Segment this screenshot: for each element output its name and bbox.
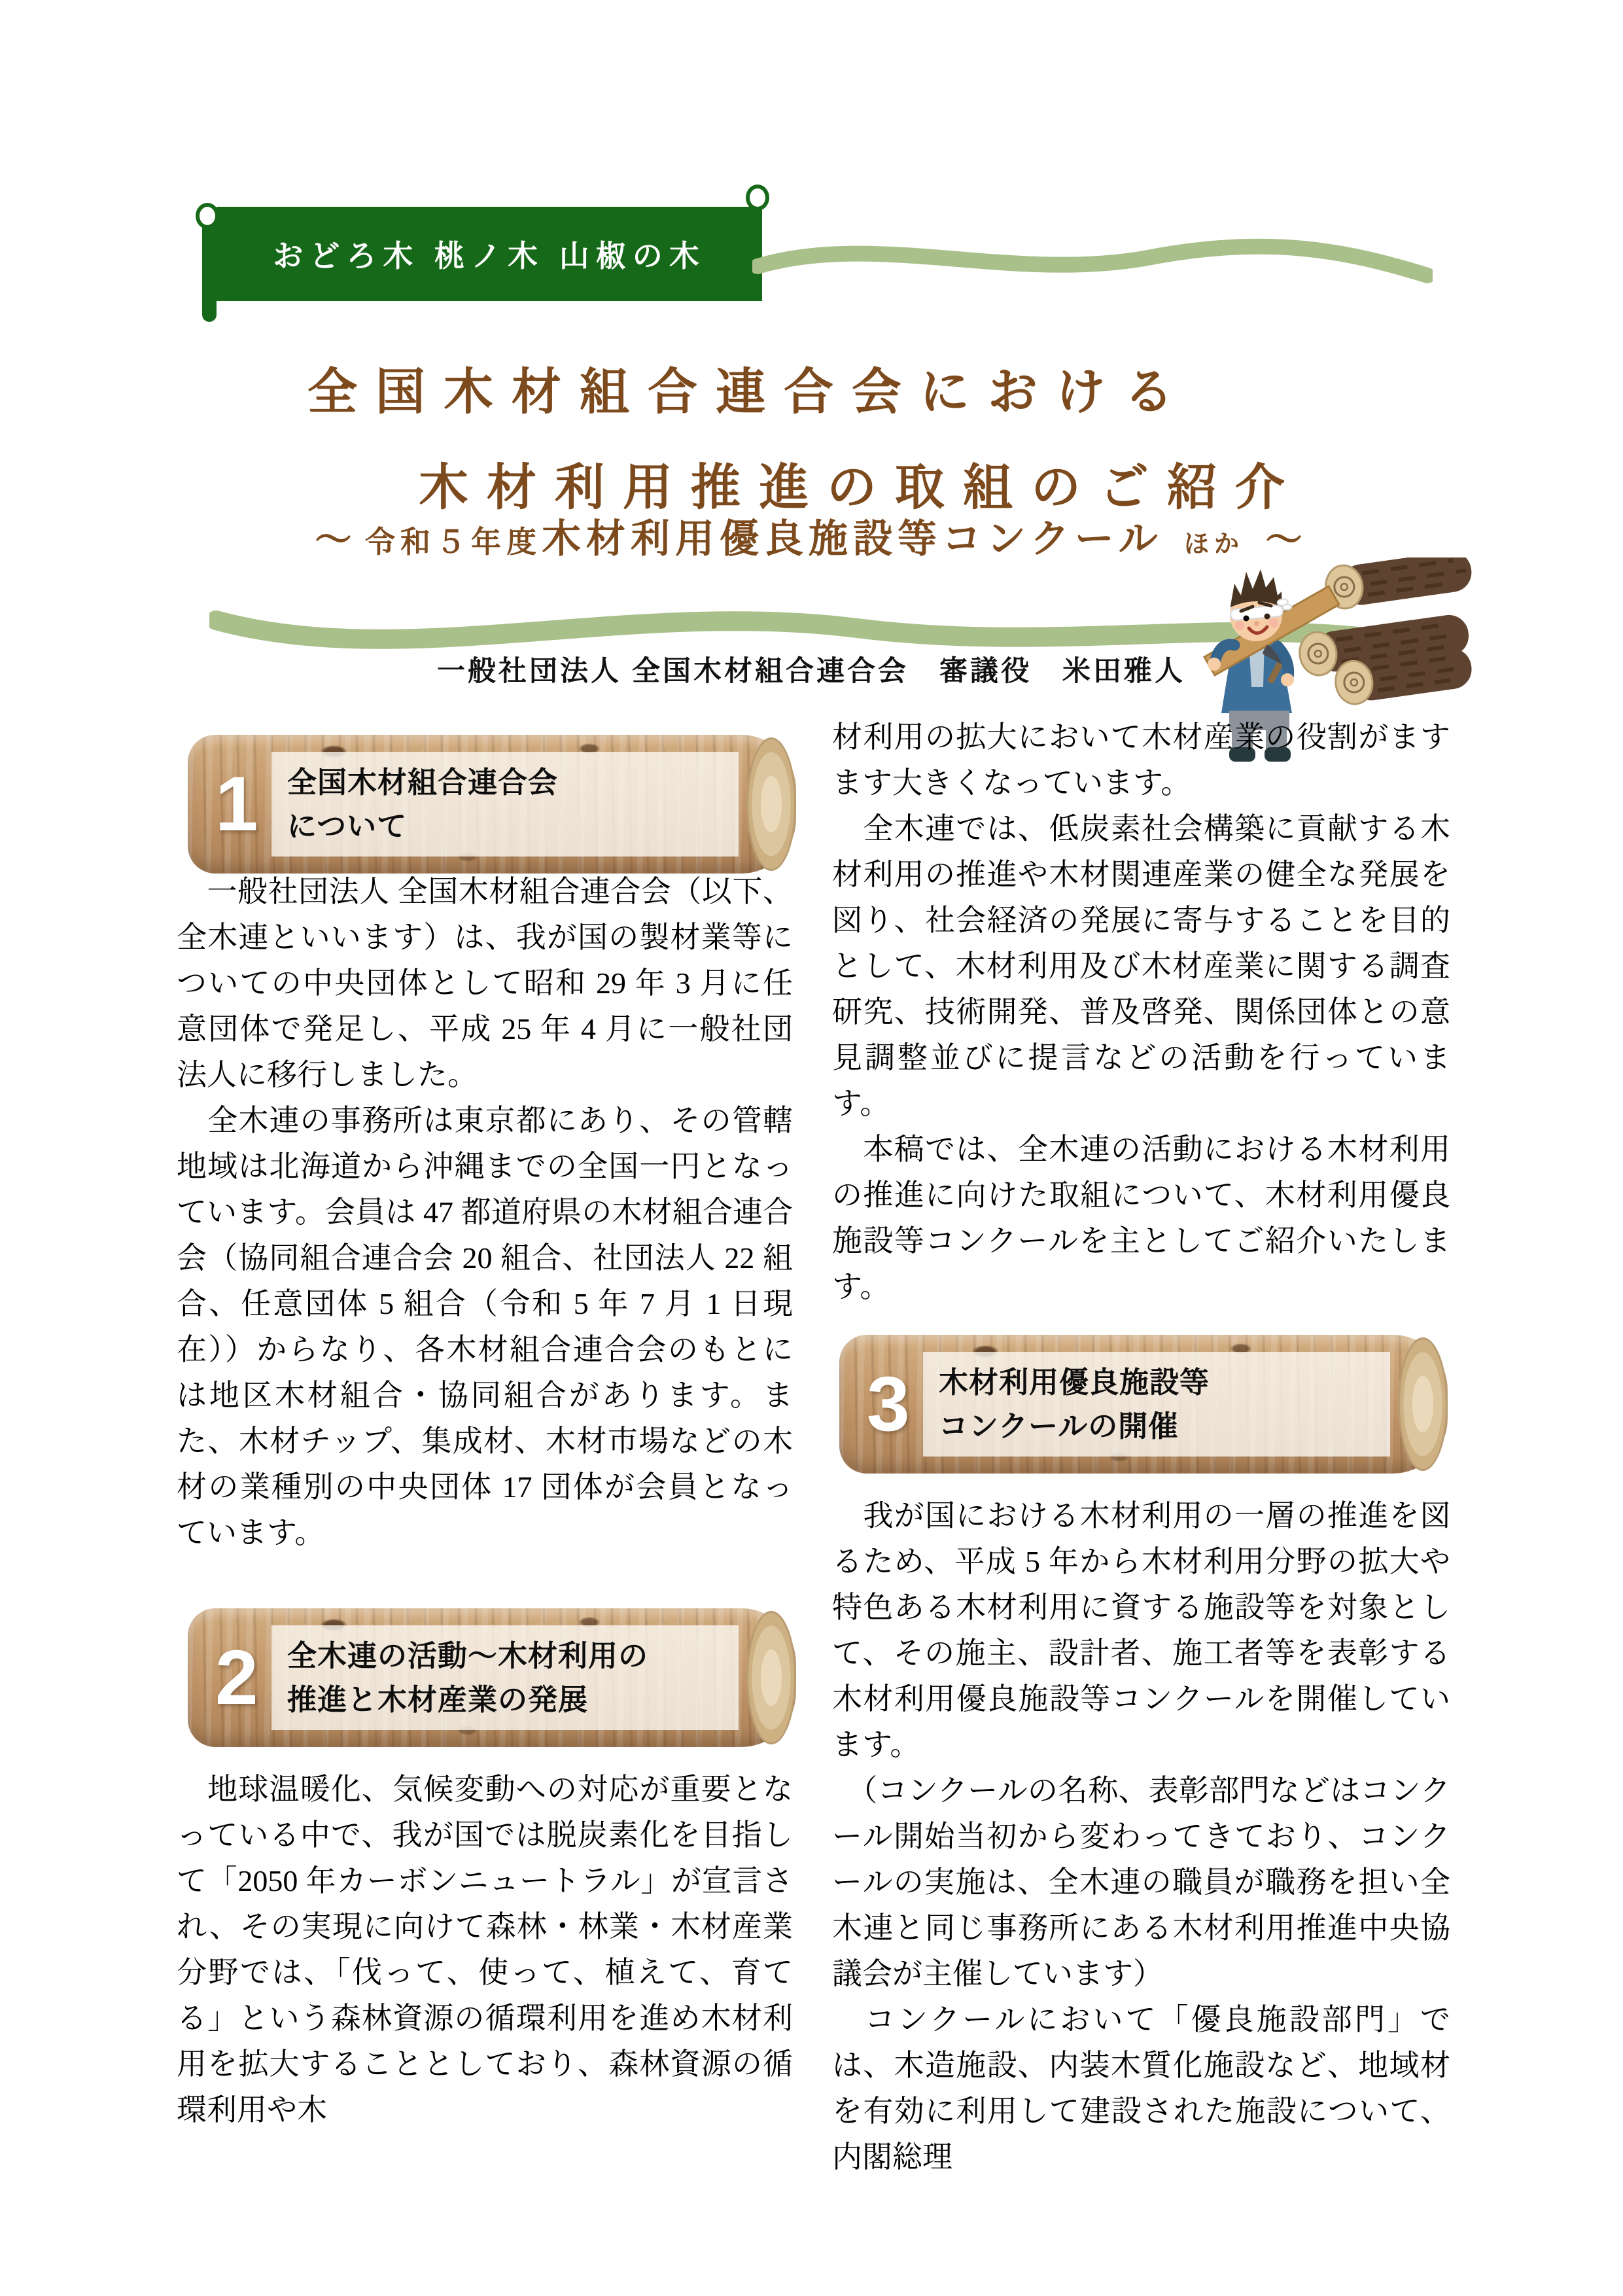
section-heading-panel bbox=[271, 752, 739, 857]
paragraph: 材利用の拡大において木材産業の役割がますます大きくなっています。 bbox=[832, 720, 1450, 800]
section-heading-line: コンクールの開催 bbox=[939, 1409, 1179, 1443]
section-number: 2 bbox=[215, 1634, 258, 1721]
paragraph: 全木連の事務所は東京都にあり、その管轄地域は北海道から沖縄までの全国一円となっています。会員は 47 都道府県の木材組合連合会（協同組合連合会 20 組合、社団法人 22 組合、任意団体 5 組合（令和 5 年 7 月 1 日現在））からなり、各木材組合連合会のもとには地区木材組合・協同組合があります。また、木材チップ、集成材、木材市場などの木材の業種別の中央団体 17 団体が会員となっています。 bbox=[177, 1104, 793, 1549]
subtitle-main: 木材利用優良施設等コンクール bbox=[541, 517, 1163, 561]
log-end-icon bbox=[1398, 1337, 1448, 1471]
byline: 一般社団法人 全国木材組合連合会 審議役 米田雅人 bbox=[437, 656, 1185, 687]
section-header-1 bbox=[188, 735, 796, 874]
right-column-text bbox=[832, 715, 1450, 1310]
ribbon-rod bbox=[202, 216, 217, 322]
log-end-icon bbox=[746, 1611, 796, 1744]
section-heading-panel bbox=[271, 1625, 739, 1730]
page-title-line1: 全国木材組合連合会における bbox=[307, 364, 1192, 420]
section-number: 1 bbox=[215, 761, 258, 847]
header-ribbon bbox=[217, 207, 762, 301]
subtitle-era: 令和５年度 bbox=[364, 525, 542, 559]
section-heading-panel bbox=[923, 1352, 1390, 1457]
paragraph: コンクールにおいて「優良施設部門」では、木造施設、内装木質化施設など、地域材を有効に利用して建設された施設について、内閣総理 bbox=[832, 2003, 1450, 2174]
section-header-3 bbox=[839, 1335, 1448, 1474]
log-end-icon bbox=[746, 737, 796, 871]
page-title-line2: 木材利用推進の取組のご紹介 bbox=[419, 460, 1303, 516]
paragraph: 我が国における木材利用の一層の推進を図るため、平成 5 年から木材利用分野の拡大や特色ある木材利用に資する施設等を対象として、その施主、設計者、施工者等を表彰する木材利用優良施設等コンクールを開催しています。 bbox=[832, 1499, 1450, 1761]
section-heading-line: について bbox=[287, 809, 408, 843]
paragraph: 地球温暖化、気候変動への対応が重要となっている中で、我が国では脱炭素化を目指して「2050 年カーボンニュートラル」が宣言され、その実現に向けて森林・林業・木材産業分野では、「伐って、使って、植えて、育てる」という森林資源の循環利用を進め木材利用を拡大することとしており、森林資源の循環利用や木 bbox=[177, 1773, 794, 2127]
page-subtitle bbox=[177, 508, 1446, 564]
section-heading-line: 推進と木材産業の発展 bbox=[287, 1683, 589, 1716]
paragraph: 一般社団法人 全国木材組合連合会（以下、全木連といいます）は、我が国の製材業等についての中央団体として昭和 29 年 3 月に任意団体で発足し、平成 25 年 4 月に一般社団法人に移行しました。 bbox=[177, 875, 794, 1091]
subtitle-suffix: ほか bbox=[1184, 531, 1245, 558]
wavy-divider-top bbox=[752, 219, 1433, 304]
paragraph: 本稿では、全木連の活動における木材利用の推進に向けた取組について、木材利用優良施設等コンクールを主としてご紹介いたします。 bbox=[832, 1133, 1451, 1303]
section-heading-line: 木材利用優良施設等 bbox=[939, 1365, 1210, 1399]
section-heading-line: 全国木材組合連合会 bbox=[287, 765, 559, 799]
subtitle-tilde-open: ～ bbox=[315, 519, 357, 560]
ribbon-label: おどろ木 桃ノ木 山椒の木 bbox=[273, 239, 706, 273]
left-column-text bbox=[177, 1767, 793, 2133]
paragraph: 全木連では、低炭素社会構築に貢献する木材利用の推進や木材関連産業の健全な発展を図り、社会経済の発展に寄与することを目的として、木材利用及び木材産業に関する調査研究、技術開発、普及啓発、関係団体との意見調整並びに提言などの活動を行っています。 bbox=[832, 812, 1450, 1120]
ribbon-curl-icon bbox=[196, 203, 219, 229]
paragraph: （コンクールの名称、表彰部門などはコンクール開始当初から変わってきており、コンクールの実施は、全木連の職員が職務を担い全木連と同じ事務所にある木材利用推進中央協議会が主催しています） bbox=[832, 1774, 1450, 1990]
section-heading-line: 全木連の活動～木材利用の bbox=[287, 1638, 649, 1672]
right-column-text bbox=[832, 1493, 1450, 2180]
section-number: 3 bbox=[867, 1361, 910, 1447]
left-column-text bbox=[177, 869, 793, 1556]
subtitle-tilde-close: ～ bbox=[1265, 519, 1308, 560]
section-header-2 bbox=[188, 1608, 796, 1747]
